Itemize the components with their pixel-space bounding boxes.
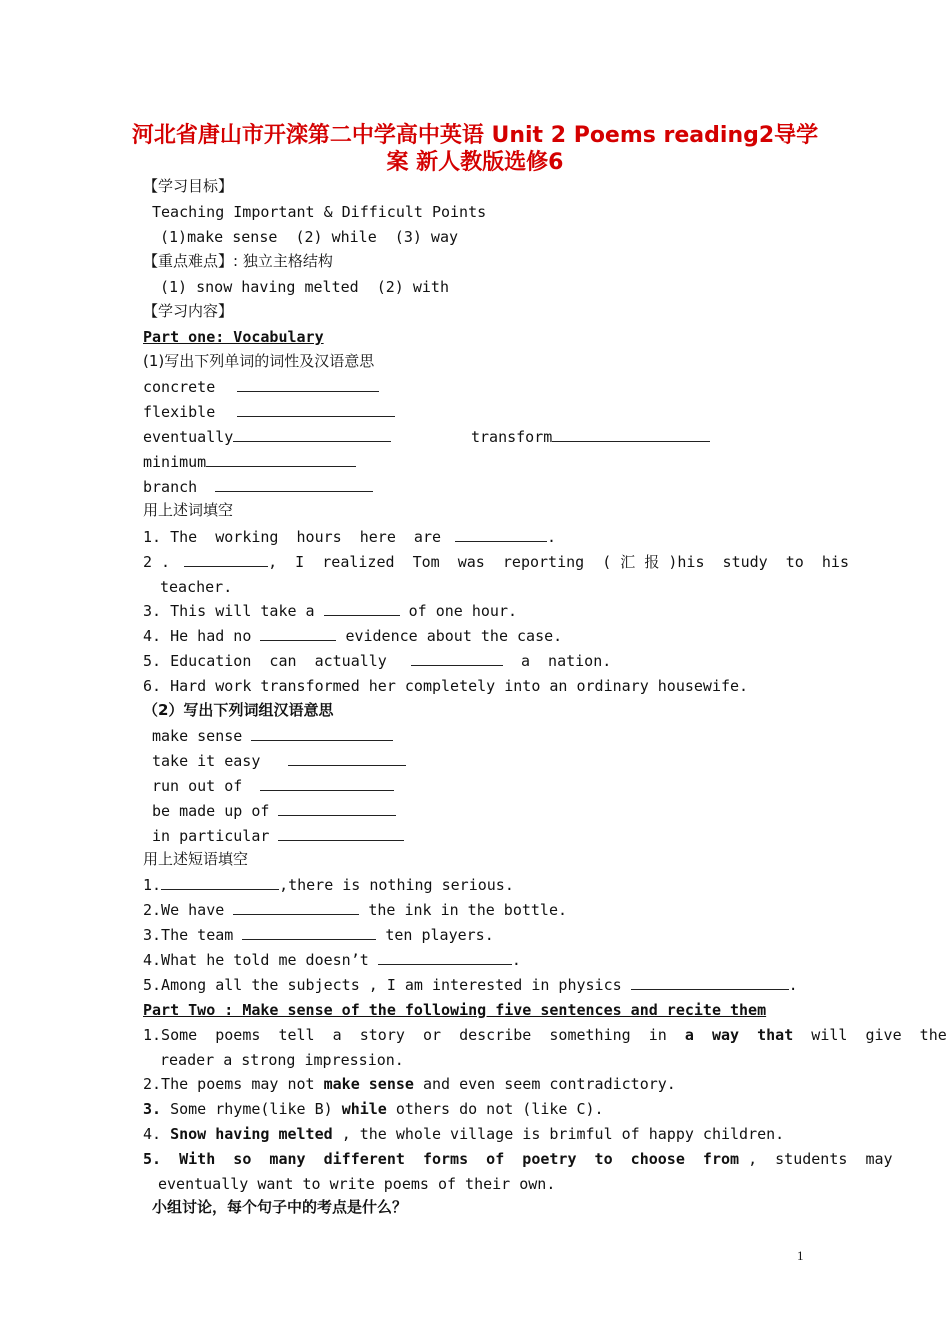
answer-blank[interactable] xyxy=(455,527,547,542)
part-one-q1: (1)写出下列单词的词性及汉语意思 xyxy=(143,352,375,370)
answer-blank[interactable] xyxy=(552,427,710,442)
word-transform: transform xyxy=(471,428,553,446)
answer-blank[interactable] xyxy=(237,402,395,417)
phrase-sentence-1: 1. ,there is nothing serious. xyxy=(143,876,514,894)
title-line-1: 河北省唐山市开滦第二中学高中英语 Unit 2 Poems reading2导学 xyxy=(131,123,819,148)
phrase-sentence-3: 3.The team ten players. xyxy=(143,926,494,944)
goals-points: (1)make sense (2) while (3) way xyxy=(160,228,459,246)
answer-blank[interactable] xyxy=(278,801,396,816)
phrase-run-out-of: run out of xyxy=(152,777,243,795)
answer-blank[interactable] xyxy=(233,427,391,442)
sentence-2-cont: teacher. xyxy=(160,578,233,596)
goals-subtitle: Teaching Important & Difficult Points xyxy=(152,203,487,221)
sentence-3: 3. This will take a of one hour. xyxy=(143,602,518,620)
answer-blank[interactable] xyxy=(260,626,336,641)
answer-blank[interactable] xyxy=(161,875,279,890)
answer-blank[interactable] xyxy=(278,826,404,841)
part-two-sentence-5: 5. With so many different forms of poetry to choose from , students may xyxy=(143,1150,893,1168)
fill-heading: 用上述词填空 xyxy=(143,501,234,519)
title-line-2: 案 新人教版选修6 xyxy=(386,150,564,175)
answer-blank[interactable] xyxy=(288,751,406,766)
sentence-6: 6. Hard work transformed her completely into an ordinary housewife. xyxy=(143,677,749,695)
phrase-make-sense: make sense xyxy=(152,727,243,745)
word-row xyxy=(143,452,356,472)
part-two-sentence-1: 1.Some poems tell a story or describe something in a way that will give the xyxy=(143,1026,947,1044)
content-heading: 【学习内容】 xyxy=(143,302,234,320)
answer-blank[interactable] xyxy=(260,776,394,791)
answer-blank[interactable] xyxy=(237,377,379,392)
part-two-sentence-4: 4. Snow having melted , the whole village is brimful of happy children. xyxy=(143,1125,785,1143)
answer-blank[interactable] xyxy=(251,726,393,741)
answer-blank[interactable] xyxy=(242,925,376,940)
discussion-prompt: 小组讨论，每个句子中的考点是什么？ xyxy=(152,1198,408,1216)
answer-blank[interactable] xyxy=(206,452,356,467)
part-two-sentence-5-cont: eventually want to write poems of their own. xyxy=(158,1175,556,1193)
answer-blank[interactable] xyxy=(215,477,373,492)
phrase-sentence-4: 4.What he told me doesn’t . xyxy=(143,951,521,969)
part-two-sentence-1-cont: reader a strong impression. xyxy=(160,1051,404,1069)
phrase-row xyxy=(152,801,396,821)
answer-blank[interactable] xyxy=(378,950,512,965)
part-two-sentence-2: 2.The poems may not make sense and even seem contradictory. xyxy=(143,1075,676,1093)
word-row xyxy=(143,427,391,447)
phrase-row xyxy=(152,726,393,746)
answer-blank[interactable] xyxy=(631,975,789,990)
phrase-row xyxy=(152,751,406,771)
document-title xyxy=(130,122,820,176)
key-points: (1) snow having melted (2) with xyxy=(160,278,449,296)
page-number: 1 xyxy=(797,1248,804,1263)
phrase-row xyxy=(152,826,404,846)
word-row xyxy=(143,377,379,397)
part-one-heading: Part one: Vocabulary xyxy=(143,328,324,346)
word-row xyxy=(143,477,373,497)
answer-blank[interactable] xyxy=(184,552,268,567)
word-minimum: minimum xyxy=(143,453,207,471)
phrase-row xyxy=(152,776,394,796)
word-row xyxy=(471,427,710,447)
answer-blank[interactable] xyxy=(233,900,359,915)
goals-heading: 【学习目标】 xyxy=(143,177,234,195)
sentence-4: 4. He had no evidence about the case. xyxy=(143,627,563,645)
part-two-sentence-3: 3. Some rhyme(like B) while others do not (like C). xyxy=(143,1100,604,1118)
phrase-be-made-up-of: be made up of xyxy=(152,802,270,820)
word-eventually: eventually xyxy=(143,428,234,446)
key-heading: 【重点难点】: 独立主格结构 xyxy=(143,252,333,270)
part-one-q2: （2）写出下列词组汉语意思 xyxy=(143,701,334,719)
phrase-sentence-2: 2.We have the ink in the bottle. xyxy=(143,901,568,919)
part-two-heading: Part Two : Make sense of the following five sentences and recite them xyxy=(143,1001,767,1019)
sentence-5: 5. Education can actually a nation. xyxy=(143,652,612,670)
word-concrete: concrete xyxy=(143,378,216,396)
fill-heading-2: 用上述短语填空 xyxy=(143,850,249,868)
word-branch: branch xyxy=(143,478,198,496)
answer-blank[interactable] xyxy=(324,601,400,616)
phrase-sentence-5: 5.Among all the subjects , I am interested in physics . xyxy=(143,976,798,994)
sentence-2: 2 . , I realized Tom was reporting ( 汇 报 )his study to his xyxy=(143,553,849,571)
word-row xyxy=(143,402,395,422)
phrase-take-it-easy: take it easy xyxy=(152,752,261,770)
phrase-in-particular: in particular xyxy=(152,827,270,845)
word-flexible: flexible xyxy=(143,403,216,421)
sentence-1: 1. The working hours here are . xyxy=(143,528,557,546)
answer-blank[interactable] xyxy=(411,651,503,666)
